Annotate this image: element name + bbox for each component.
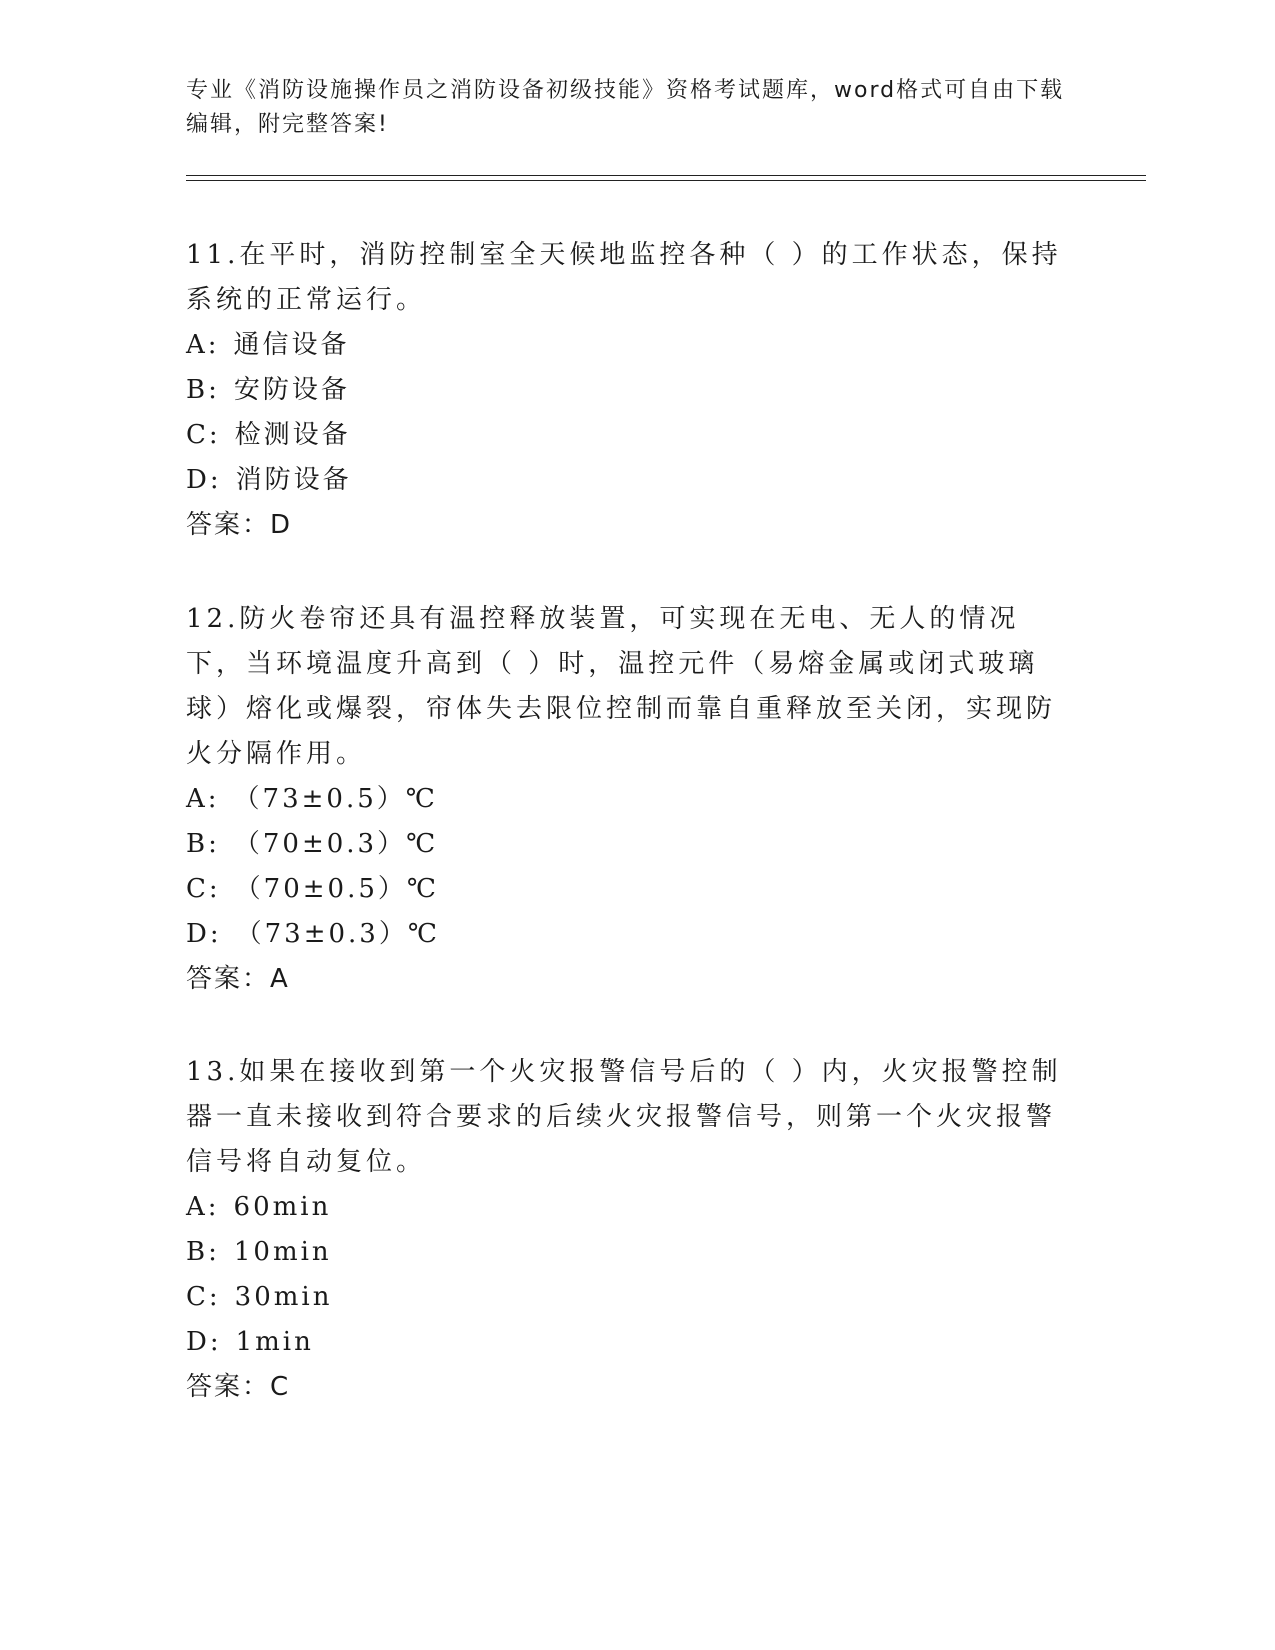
option-text: 30min <box>234 1282 333 1312</box>
option-text: （70±0.5）℃ <box>234 874 439 904</box>
option-c <box>186 1275 1066 1320</box>
option-key: B: <box>186 829 220 859</box>
option-a <box>186 323 1066 368</box>
option-list <box>186 323 1066 503</box>
option-c <box>186 413 1066 458</box>
question-12 <box>186 597 1066 1002</box>
option-text: 10min <box>233 1237 332 1267</box>
option-key: A: <box>186 784 220 814</box>
option-b <box>186 822 1066 867</box>
option-key: C: <box>186 420 221 450</box>
header-divider-top <box>186 175 1146 176</box>
document-header: 专业《消防设施操作员之消防设备初级技能》资格考试题库，word格式可自由下载编辑，附完整答案! <box>186 78 1065 137</box>
option-text: 检测设备 <box>234 420 351 450</box>
option-text: （70±0.3）℃ <box>233 829 439 859</box>
option-b <box>186 1230 1066 1275</box>
option-d <box>186 912 1066 957</box>
answer-line: 答案：C <box>186 1372 291 1402</box>
answer-line: 答案：A <box>186 964 290 994</box>
option-key: D: <box>186 1327 222 1357</box>
option-key: C: <box>186 874 221 904</box>
option-key: B: <box>186 375 220 405</box>
option-text: 1min <box>235 1327 314 1357</box>
option-text: （73±0.5）℃ <box>233 784 438 814</box>
option-key: A: <box>186 1192 220 1222</box>
option-key: D: <box>186 919 222 949</box>
option-text: （73±0.3）℃ <box>235 919 440 949</box>
question-11 <box>186 233 1066 548</box>
option-b <box>186 368 1066 413</box>
option-key: C: <box>186 1282 221 1312</box>
option-d <box>186 458 1066 503</box>
header-divider-bottom <box>186 180 1146 181</box>
option-a <box>186 1185 1066 1230</box>
option-key: D: <box>186 465 222 495</box>
question-stem: 11.在平时，消防控制室全天候地监控各种（ ）的工作状态，保持系统的正常运行。 <box>186 240 1062 315</box>
question-stem: 12.防火卷帘还具有温控释放装置，可实现在无电、无人的情况下，当环境温度升高到（ ）时，温控元件（易熔金属或闭式玻璃球）熔化或爆裂，帘体失去限位控制而靠自重释放至关闭，实现防火分隔作用。 <box>186 604 1057 769</box>
option-a <box>186 777 1066 822</box>
option-list <box>186 777 1066 957</box>
option-text: 消防设备 <box>235 465 352 495</box>
option-list <box>186 1185 1066 1365</box>
question-13 <box>186 1050 1066 1410</box>
option-key: A: <box>186 330 220 360</box>
option-text: 安防设备 <box>233 375 350 405</box>
option-text: 通信设备 <box>233 330 350 360</box>
option-c <box>186 867 1066 912</box>
question-stem: 13.如果在接收到第一个火灾报警信号后的（ ）内，火灾报警控制器一直未接收到符合要求的后续火灾报警信号，则第一个火灾报警信号将自动复位。 <box>186 1057 1062 1177</box>
option-d <box>186 1320 1066 1365</box>
answer-line: 答案：D <box>186 510 293 540</box>
option-text: 60min <box>233 1192 332 1222</box>
option-key: B: <box>186 1237 220 1267</box>
